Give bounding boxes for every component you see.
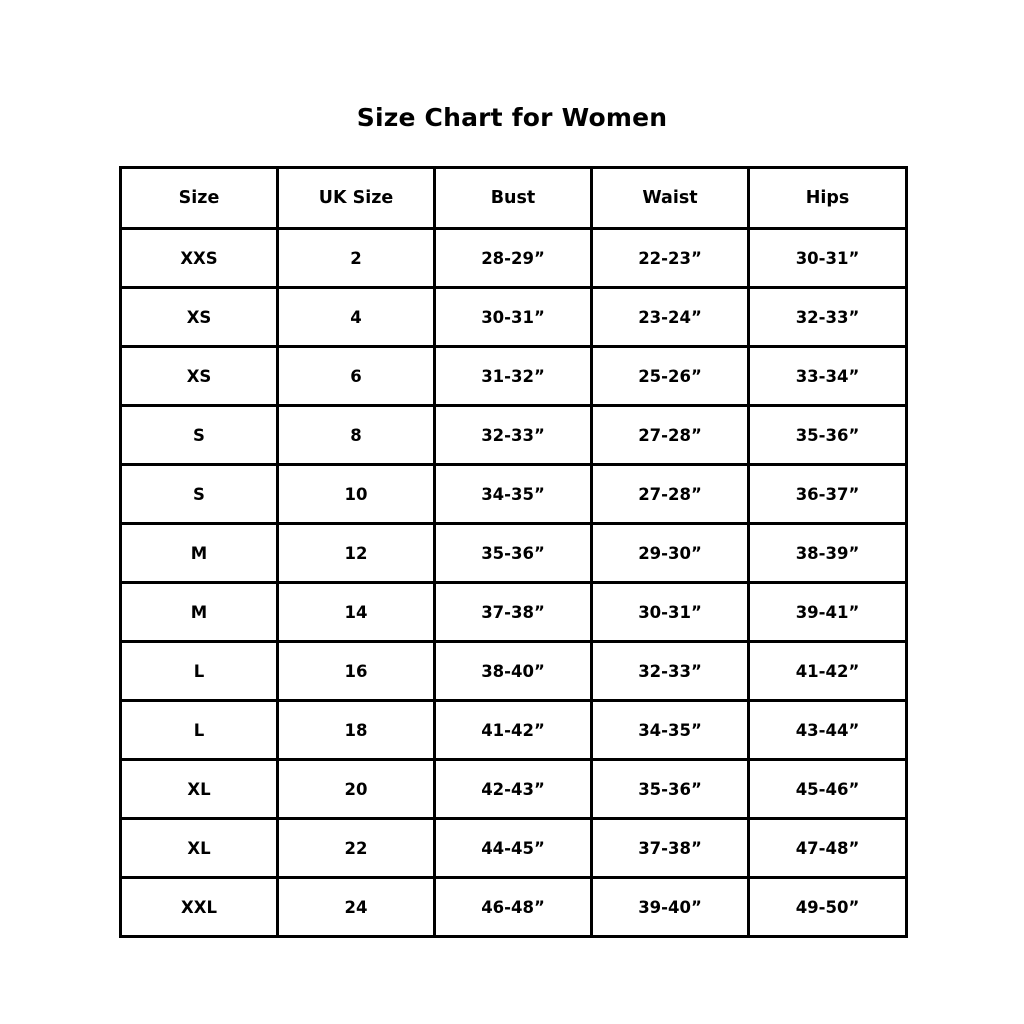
cell-bust: 37-38” [435, 583, 592, 642]
cell-size: XL [121, 819, 278, 878]
column-header-hips: Hips [749, 168, 907, 229]
table-row [121, 760, 907, 819]
table-header [121, 168, 907, 229]
cell-size: XXS [121, 229, 278, 288]
cell-uk-size: 4 [278, 288, 435, 347]
cell-uk-size: 6 [278, 347, 435, 406]
cell-size: L [121, 642, 278, 701]
cell-bust: 41-42” [435, 701, 592, 760]
table-row [121, 347, 907, 406]
cell-bust: 38-40” [435, 642, 592, 701]
table-row [121, 524, 907, 583]
cell-bust: 30-31” [435, 288, 592, 347]
cell-hips: 38-39” [749, 524, 907, 583]
cell-hips: 33-34” [749, 347, 907, 406]
cell-bust: 46-48” [435, 878, 592, 937]
cell-waist: 35-36” [592, 760, 749, 819]
cell-size: XS [121, 347, 278, 406]
cell-uk-size: 18 [278, 701, 435, 760]
cell-waist: 34-35” [592, 701, 749, 760]
cell-bust: 32-33” [435, 406, 592, 465]
table-row [121, 642, 907, 701]
cell-waist: 27-28” [592, 465, 749, 524]
cell-uk-size: 24 [278, 878, 435, 937]
table-row [121, 583, 907, 642]
cell-size: S [121, 406, 278, 465]
cell-hips: 43-44” [749, 701, 907, 760]
cell-bust: 44-45” [435, 819, 592, 878]
cell-hips: 32-33” [749, 288, 907, 347]
table-row [121, 465, 907, 524]
cell-hips: 36-37” [749, 465, 907, 524]
cell-uk-size: 12 [278, 524, 435, 583]
table-row [121, 878, 907, 937]
cell-hips: 30-31” [749, 229, 907, 288]
cell-uk-size: 10 [278, 465, 435, 524]
cell-uk-size: 16 [278, 642, 435, 701]
cell-uk-size: 8 [278, 406, 435, 465]
cell-uk-size: 20 [278, 760, 435, 819]
table-row [121, 406, 907, 465]
table-row [121, 288, 907, 347]
cell-hips: 39-41” [749, 583, 907, 642]
cell-size: XL [121, 760, 278, 819]
column-header-waist: Waist [592, 168, 749, 229]
cell-size: XXL [121, 878, 278, 937]
cell-waist: 39-40” [592, 878, 749, 937]
table-row [121, 229, 907, 288]
cell-bust: 28-29” [435, 229, 592, 288]
cell-hips: 41-42” [749, 642, 907, 701]
column-header-size: Size [121, 168, 278, 229]
table-row [121, 701, 907, 760]
cell-waist: 29-30” [592, 524, 749, 583]
size-table-container [119, 166, 905, 938]
cell-waist: 32-33” [592, 642, 749, 701]
cell-hips: 45-46” [749, 760, 907, 819]
cell-hips: 47-48” [749, 819, 907, 878]
cell-waist: 25-26” [592, 347, 749, 406]
cell-uk-size: 22 [278, 819, 435, 878]
table-row [121, 819, 907, 878]
table-body [121, 229, 907, 937]
cell-waist: 23-24” [592, 288, 749, 347]
cell-waist: 27-28” [592, 406, 749, 465]
cell-size: S [121, 465, 278, 524]
column-header-bust: Bust [435, 168, 592, 229]
cell-bust: 42-43” [435, 760, 592, 819]
cell-size: XS [121, 288, 278, 347]
cell-waist: 22-23” [592, 229, 749, 288]
cell-uk-size: 14 [278, 583, 435, 642]
cell-bust: 31-32” [435, 347, 592, 406]
size-table [119, 166, 908, 938]
cell-bust: 35-36” [435, 524, 592, 583]
cell-waist: 37-38” [592, 819, 749, 878]
cell-size: L [121, 701, 278, 760]
cell-size: M [121, 524, 278, 583]
page-title: Size Chart for Women [356, 103, 668, 132]
column-header-uk-size: UK Size [278, 168, 435, 229]
cell-waist: 30-31” [592, 583, 749, 642]
table-header-row [121, 168, 907, 229]
cell-bust: 34-35” [435, 465, 592, 524]
cell-uk-size: 2 [278, 229, 435, 288]
cell-hips: 49-50” [749, 878, 907, 937]
cell-hips: 35-36” [749, 406, 907, 465]
cell-size: M [121, 583, 278, 642]
